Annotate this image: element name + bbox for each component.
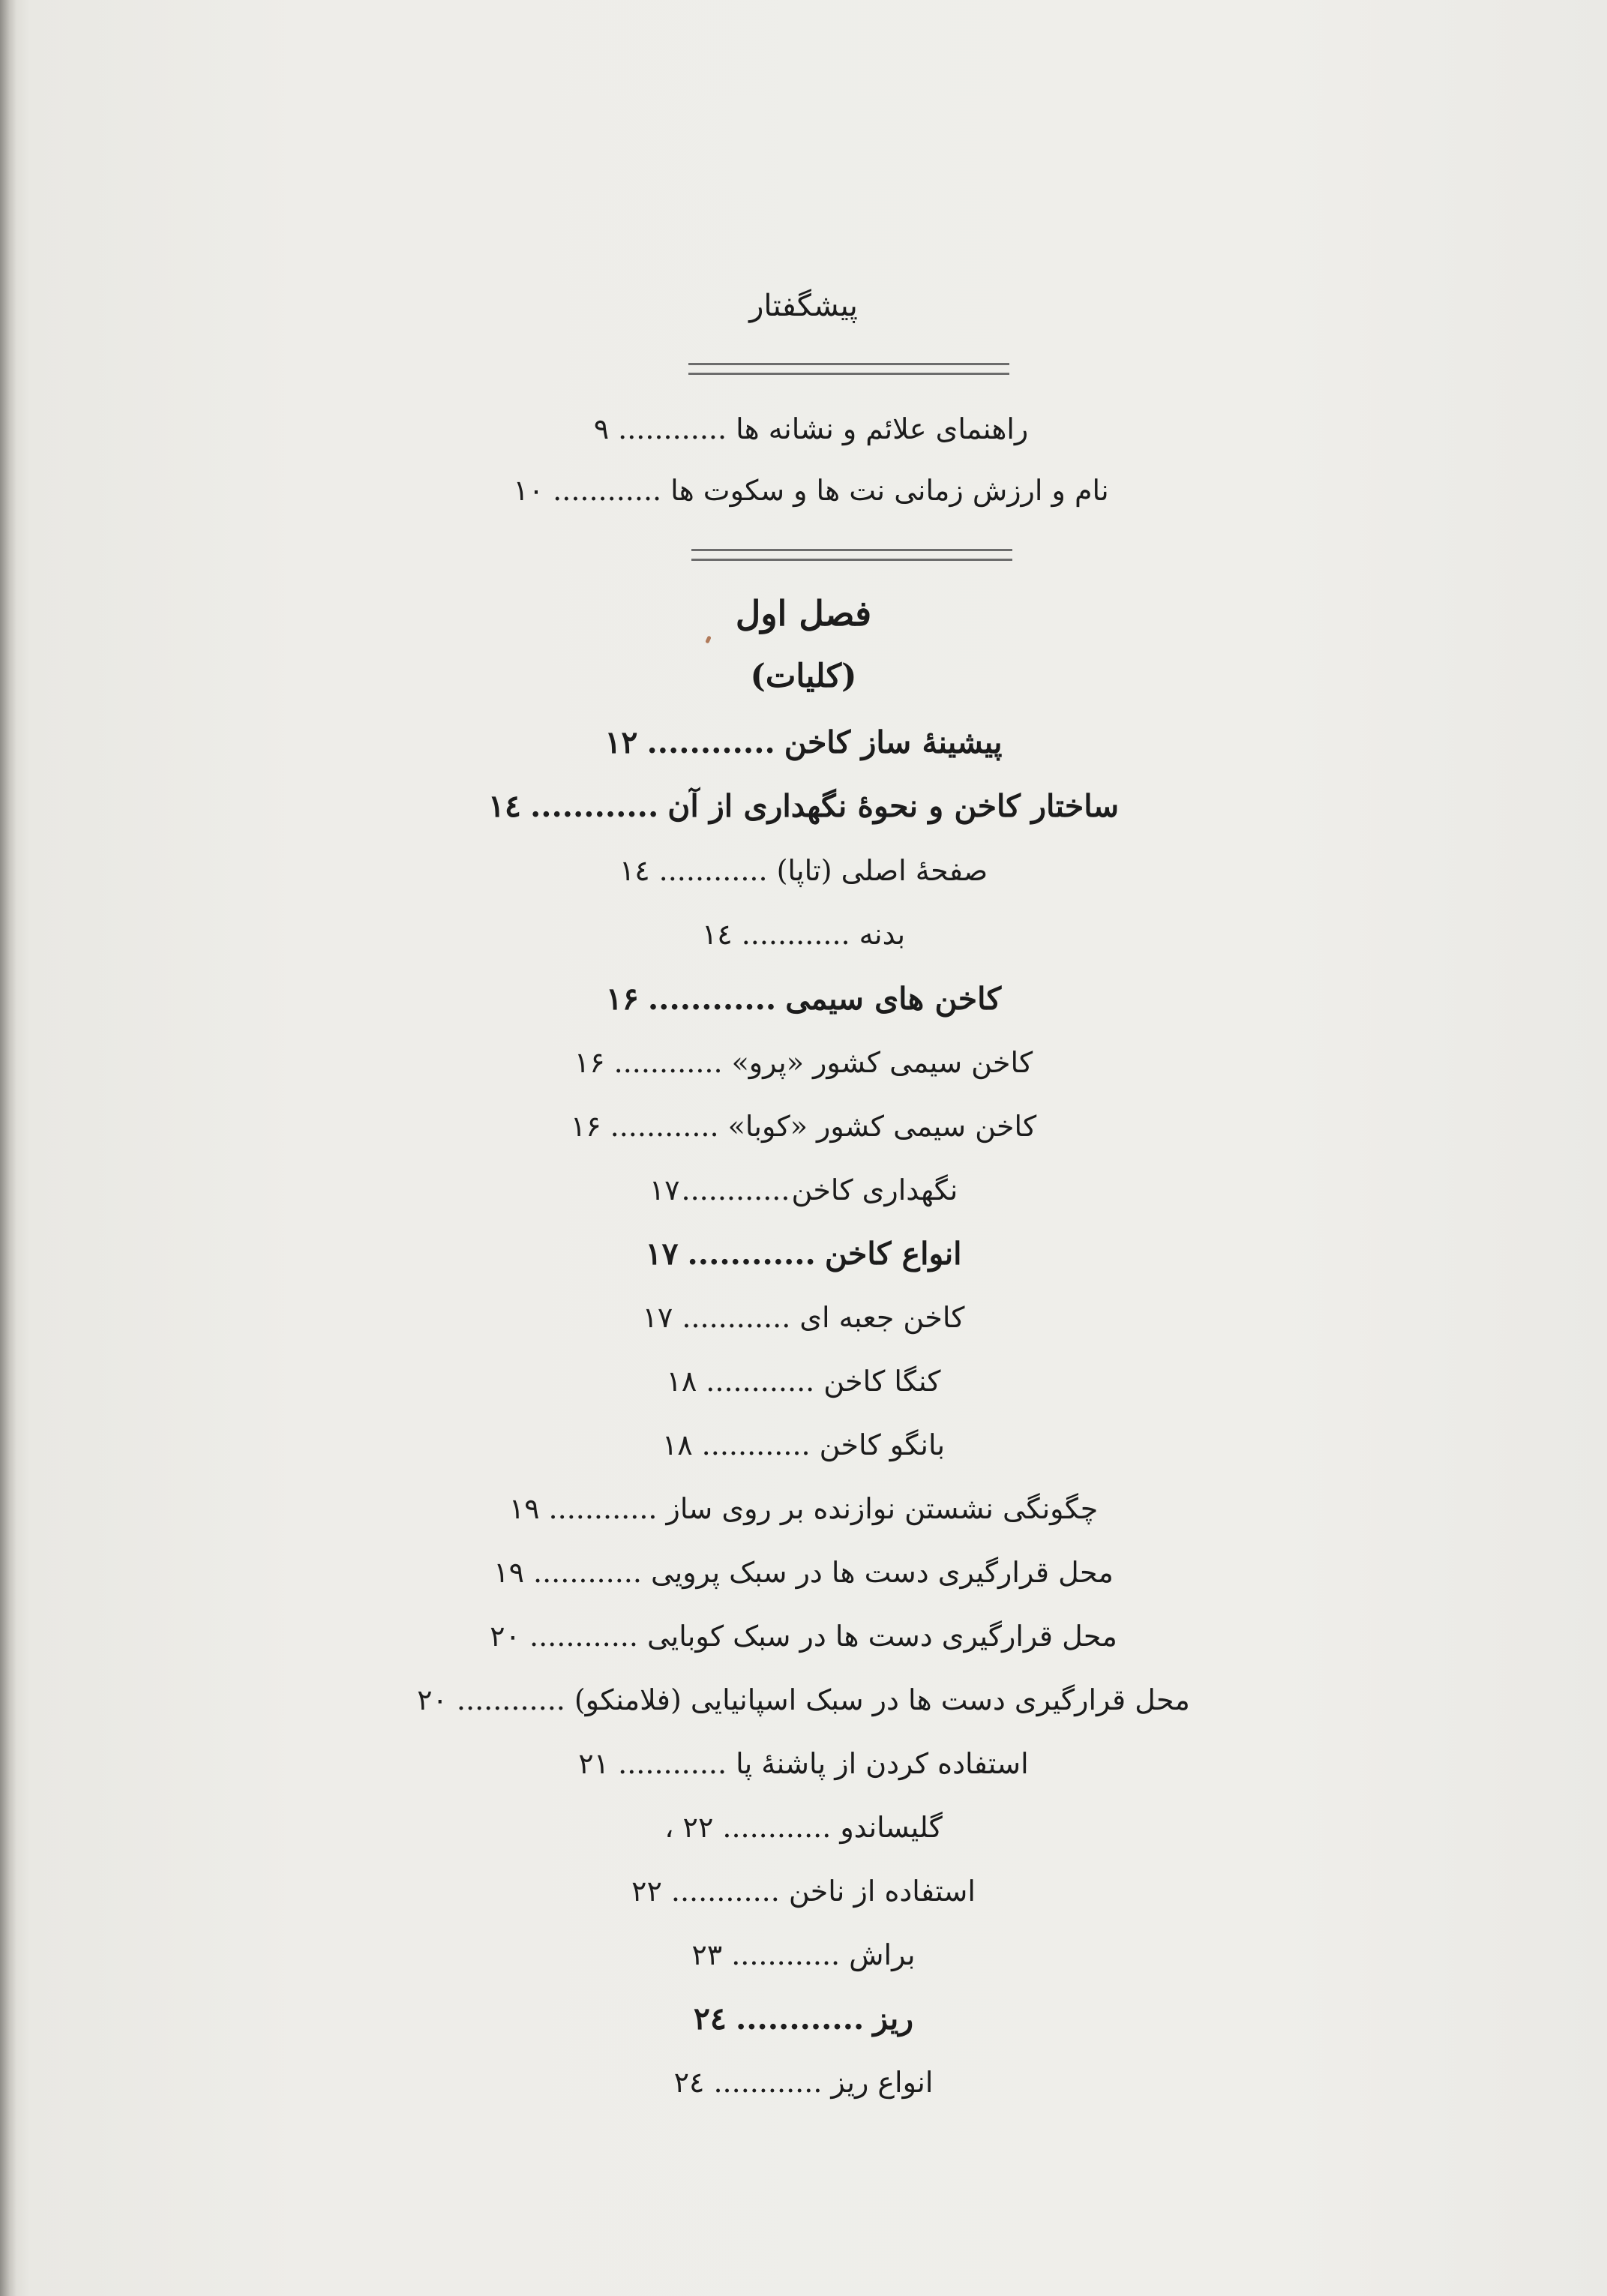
entry-page-number: ۱۶ xyxy=(570,1110,601,1143)
paper-speck xyxy=(705,635,712,643)
entry-title: بانگو کاخن xyxy=(819,1428,946,1461)
toc-entry xyxy=(0,1167,1607,1212)
toc-entry xyxy=(0,2060,1607,2105)
toc-entry xyxy=(0,1104,1607,1149)
entry-leader: ............ xyxy=(658,854,768,887)
entry-leader: ............ xyxy=(681,1173,790,1206)
toc-entry xyxy=(0,1805,1607,1850)
toc-entry xyxy=(0,1996,1607,2041)
entry-page-number: ۲۰ xyxy=(417,1683,448,1716)
entry-leader: ............ xyxy=(741,918,850,951)
entry-leader: ............ xyxy=(713,2066,823,2099)
chapter-heading: فصل اول xyxy=(735,593,872,634)
entry-title: انواع ریز xyxy=(831,2066,934,2099)
entry-page-number: ۱۶ xyxy=(605,981,639,1017)
entry-title: راهنمای علائم و نشانه ها xyxy=(736,412,1029,445)
entry-page-number: ۱٤ xyxy=(619,854,650,887)
entry-page-number: ۱۸ xyxy=(661,1428,693,1461)
entry-leader: ............ xyxy=(618,1747,727,1780)
entry-leader: ............ xyxy=(735,2001,865,2037)
entry-title: کاخن سیمی کشور «پرو» xyxy=(731,1046,1033,1079)
entry-title: کاخن جعبه ای xyxy=(799,1301,965,1334)
toc-entry-intro-1 xyxy=(0,406,1607,451)
entry-title: کاخن های سیمی xyxy=(785,981,1002,1017)
entry-leader: ............ xyxy=(682,1301,791,1334)
entry-page-number: ۱٤ xyxy=(701,918,733,951)
entry-leader: ............ xyxy=(731,1938,841,1971)
toc-entry xyxy=(0,848,1607,893)
entry-leader: ............ xyxy=(548,1492,658,1525)
entry-page-number: ۱۲ xyxy=(604,724,638,760)
entry-title: نگهداری کاخن xyxy=(791,1173,958,1206)
entry-leader: ............ xyxy=(456,1683,565,1716)
entry-title: ساختار کاخن و نحوهٔ نگهداری از آن xyxy=(667,788,1120,824)
entry-title: پیشینهٔ ساز کاخن xyxy=(784,724,1003,760)
toc-entry xyxy=(0,1677,1607,1722)
toc-entry xyxy=(0,1422,1607,1467)
toc-entry xyxy=(0,976,1607,1021)
entry-leader: ............ xyxy=(529,788,659,824)
entry-page-number: ۲۲ xyxy=(631,1875,662,1908)
entry-page-number: ۱۹ xyxy=(508,1492,540,1525)
entry-leader: ............ xyxy=(706,1365,815,1398)
entry-title: بدنه xyxy=(859,918,906,951)
toc-entry-intro-2 xyxy=(0,468,1607,513)
entry-title: کاخن سیمی کشور «کوبا» xyxy=(727,1110,1037,1143)
toc-entry xyxy=(0,784,1607,829)
divider-bottom xyxy=(691,549,1012,561)
entry-title: استفاده کردن از پاشنهٔ پا xyxy=(736,1747,1029,1780)
entry-page-number: ۱۰ xyxy=(513,474,544,507)
entry-leader: ............ xyxy=(722,1811,832,1844)
entry-title: انواع کاخن xyxy=(824,1236,962,1272)
entry-leader: ............ xyxy=(533,1556,642,1589)
entry-leader: ............ xyxy=(613,1046,723,1079)
entry-title: ریز xyxy=(873,2001,914,2037)
toc-entry xyxy=(0,1295,1607,1340)
toc-entry xyxy=(0,1231,1607,1276)
entry-title: نام و ارزش زمانی نت ها و سکوت ها xyxy=(670,474,1109,507)
toc-entry xyxy=(0,1932,1607,1977)
entry-leader: ............ xyxy=(701,1428,811,1461)
divider-top xyxy=(688,363,1009,375)
entry-leader: ............ xyxy=(553,474,662,507)
entry-page-number: ۲۰ xyxy=(490,1620,520,1653)
preface-title: پیشگفتار xyxy=(749,289,858,323)
entry-leader: ............ xyxy=(646,724,775,760)
entry-page-number: ۱۷ xyxy=(642,1301,673,1334)
entry-page-number: ۱٤ xyxy=(487,788,521,824)
entry-leader: ............ xyxy=(670,1875,780,1908)
entry-page-number: ۱۶ xyxy=(574,1046,605,1079)
entry-title: کنگا کاخن xyxy=(823,1365,941,1398)
entry-page-number: ۲۱ xyxy=(578,1747,610,1780)
entry-leader: ............ xyxy=(687,1236,816,1272)
entry-page-number: ۱۷ xyxy=(649,1173,680,1206)
entry-page-number: ۲۳ xyxy=(691,1938,723,1971)
entry-title: براش xyxy=(849,1938,916,1971)
toc-entry xyxy=(0,1614,1607,1659)
entry-page-number: ۹ xyxy=(593,412,610,445)
entry-page-number: ۲۲ ، xyxy=(664,1811,714,1844)
toc-entry xyxy=(0,1550,1607,1595)
entry-page-number: ۱۸ xyxy=(666,1365,697,1398)
toc-entry xyxy=(0,912,1607,957)
entry-title: گلیساندو xyxy=(840,1811,943,1844)
toc-entry xyxy=(0,1486,1607,1531)
chapter-subheading: (کلیات) xyxy=(750,658,857,695)
entry-title: چگونگی نشستن نوازنده بر روی ساز xyxy=(666,1492,1099,1525)
entry-title: محل قرارگیری دست ها در سبک کوبایی xyxy=(646,1620,1117,1653)
entry-title: صفحهٔ اصلی (تاپا) xyxy=(776,854,988,887)
entry-page-number: ۲٤ xyxy=(673,2066,705,2099)
toc-entry xyxy=(0,1040,1607,1085)
entry-page-number: ۱۹ xyxy=(493,1556,524,1589)
toc-entry xyxy=(0,1359,1607,1404)
entry-title: استفاده از ناخن xyxy=(788,1875,976,1908)
entry-leader: ............ xyxy=(618,412,727,445)
entry-leader: ............ xyxy=(647,981,777,1017)
entry-page-number: ۲٤ xyxy=(693,2001,727,2037)
entry-page-number: ۱۷ xyxy=(645,1236,679,1272)
entry-title: محل قرارگیری دست ها در سبک اسپانیایی (فلامنکو) xyxy=(574,1683,1190,1716)
toc-entry xyxy=(0,720,1607,765)
entry-leader: ............ xyxy=(529,1620,638,1653)
entry-leader: ............ xyxy=(610,1110,719,1143)
entry-title: محل قرارگیری دست ها در سبک پرویی xyxy=(650,1556,1114,1589)
toc-entry xyxy=(0,1741,1607,1786)
toc-entry xyxy=(0,1869,1607,1914)
